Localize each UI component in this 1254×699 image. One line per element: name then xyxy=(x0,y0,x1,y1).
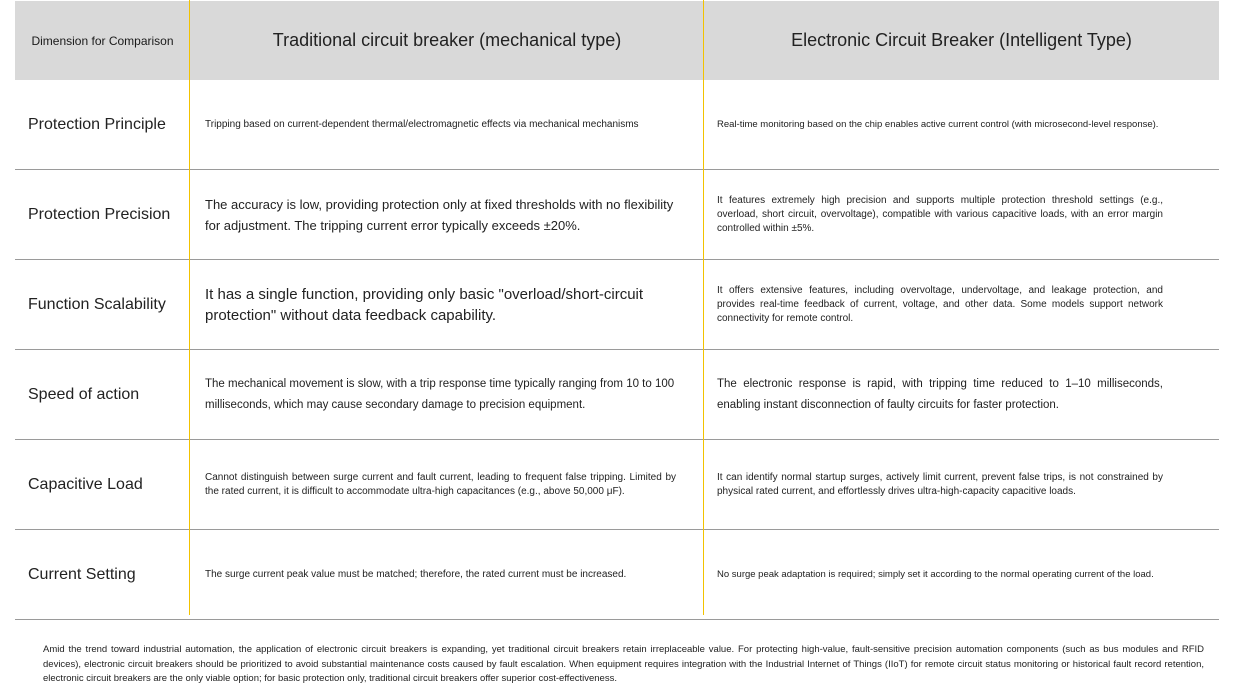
row-traditional: The mechanical movement is slow, with a trip response time typically ranging from 10 to 100 milliseconds, which may cause secondary damage to precision equipment. xyxy=(205,377,675,411)
row-dimension: Speed of action xyxy=(28,385,140,403)
table-row xyxy=(15,349,1219,439)
row-electronic: Real-time monitoring based on the chip enables active current control (with microsecond-level response). xyxy=(717,118,1159,130)
column-divider-left xyxy=(189,0,190,615)
row-electronic: The electronic response is rapid, with tripping time reduced to 1–10 milliseconds, enabling instant disconnection of faulty circuits for faster protection. xyxy=(717,377,1163,411)
summary-paragraph: Amid the trend toward industrial automation, the application of electronic circuit breakers is expanding, yet traditional circuit breakers retain irreplaceable value. For protecting high-value, fault-sensitive precision automation components (such as bus modules and RFID devices), electronic circuit breakers should be prioritized to avoid substantial maintenance costs caused by fault escalation. When equipment requires integration with the Industrial Internet of Things (IIoT) for remote circuit status monitoring or historical fault record retention, electronic circuit breakers are the only viable option; for basic protection only, traditional circuit breakers offer superior cost-effectiveness. xyxy=(43,644,1204,684)
table-row xyxy=(15,529,1219,620)
header-dimension: Dimension for Comparison xyxy=(31,33,174,48)
table-row xyxy=(15,80,1219,169)
row-dimension: Protection Principle xyxy=(28,115,166,133)
row-electronic: No surge peak adaptation is required; simply set it according to the normal operating current of the load. xyxy=(717,568,1154,580)
header-electronic: Electronic Circuit Breaker (Intelligent Type) xyxy=(791,30,1132,50)
column-divider-right xyxy=(703,0,704,615)
row-electronic: It offers extensive features, including overvoltage, undervoltage, and leakage protection, and provides real-time feedback of current, voltage, and other data. Some models support network connectivity for remote control. xyxy=(717,284,1163,324)
table-row xyxy=(15,169,1219,259)
row-dimension: Function Scalability xyxy=(28,295,166,313)
row-traditional: It has a single function, providing only basic "overload/short-circuit protection" without data feedback capability. xyxy=(205,285,644,324)
row-traditional: Tripping based on current-dependent thermal/electromagnetic effects via mechanical mechanisms xyxy=(205,118,639,130)
table-row xyxy=(15,259,1219,349)
comparison-table xyxy=(15,1,1219,620)
table-header xyxy=(15,1,1219,80)
header-traditional: Traditional circuit breaker (mechanical type) xyxy=(272,30,622,50)
row-electronic: It can identify normal startup surges, actively limit current, prevent false trips, is not constrained by physical rated current, and effortlessly drives ultra-high-capacity capacitive loads. xyxy=(717,471,1163,497)
row-dimension: Current Setting xyxy=(28,565,136,583)
table-row xyxy=(15,439,1219,529)
row-traditional: The accuracy is low, providing protection only at fixed thresholds with no flexibility for adjustment. The tripping current error typically exceeds ±20%. xyxy=(205,196,674,233)
row-dimension: Capacitive Load xyxy=(28,475,143,493)
row-traditional: Cannot distinguish between surge current and fault current, leading to frequent false tripping. Limited by the rated current, it is difficult to accommodate ultra-high capacitances (e.g., above 50,000 μF). xyxy=(205,471,676,497)
row-electronic: It features extremely high precision and supports multiple protection threshold settings (e.g., overload, short circuit, overvoltage), compatible with various capacitive loads, with an error margin controlled within ±5%. xyxy=(717,194,1163,234)
row-dimension: Protection Precision xyxy=(28,205,171,223)
row-traditional: The surge current peak value must be matched; therefore, the rated current must be increased. xyxy=(205,568,627,580)
